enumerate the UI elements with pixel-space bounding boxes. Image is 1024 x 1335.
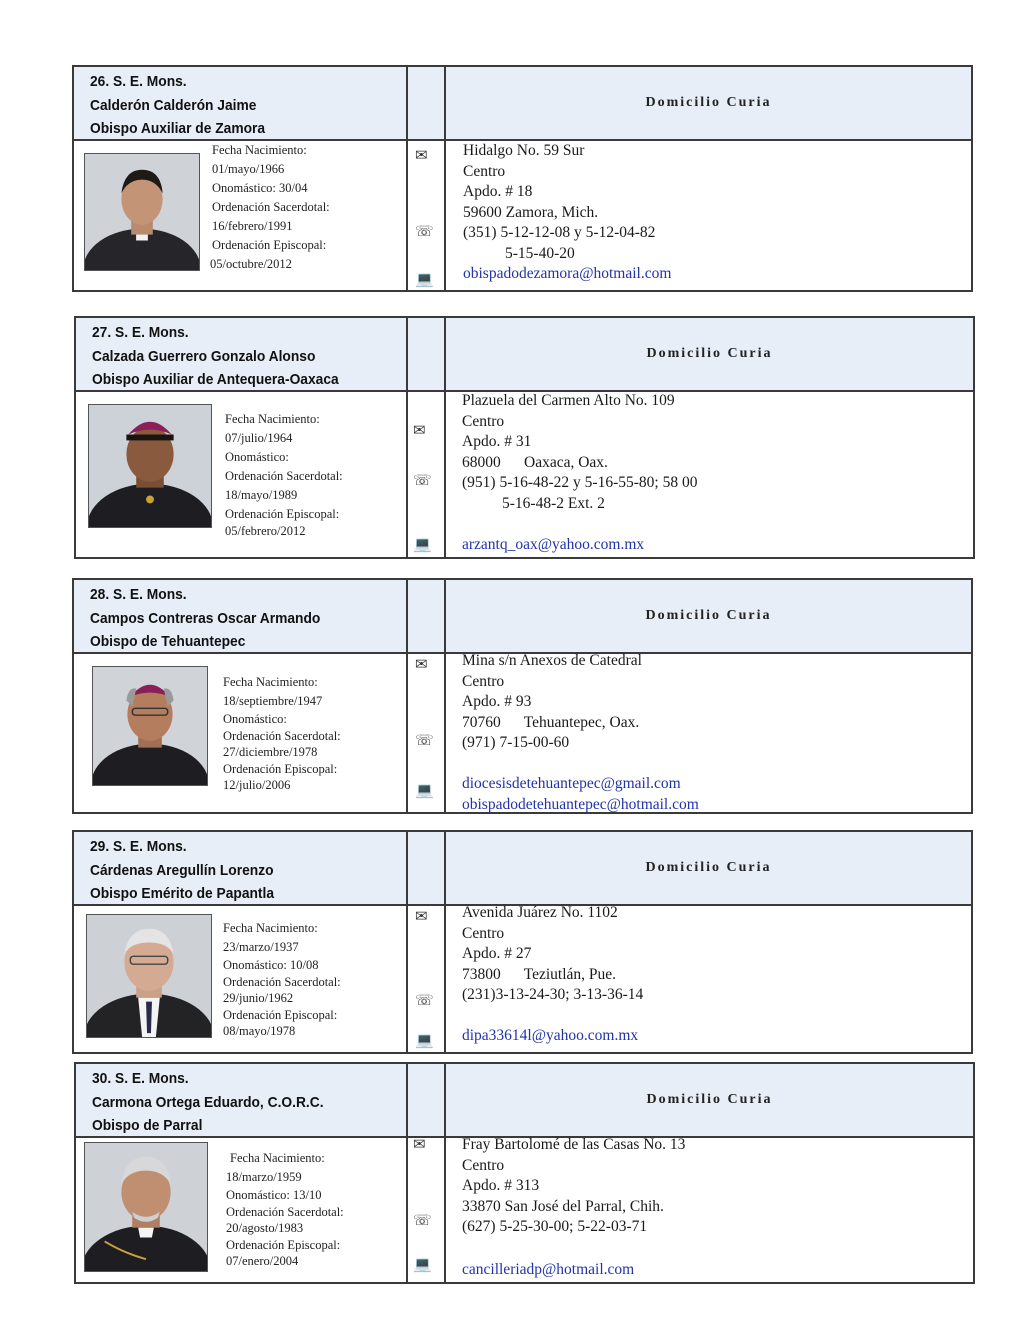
bishop-card-26	[72, 65, 973, 292]
bishop-role: Obispo Auxiliar de Antequera-Oaxaca	[92, 371, 339, 388]
bishop-photo	[88, 404, 212, 528]
bishop-name-block	[90, 70, 265, 141]
domicilio-curia-label: Domicilio Curia	[646, 346, 773, 361]
bishop-name: Campos Contreras Oscar Armando	[90, 609, 321, 627]
email-link[interactable]: obispadodetehuantepec@hotmail.com	[462, 795, 699, 813]
bishop-photo	[86, 914, 212, 1038]
computer-icon: 💻	[413, 535, 432, 553]
bishop-name-block	[90, 835, 274, 906]
dates-block: Fecha Nacimiento: 18/marzo/1959 Onomástico: 13/10 Ordenación Sacerdotal: 20/agosto/1983 Ordenación Episcopal: 07/enero/2004	[226, 1151, 344, 1268]
domicilio-curia-label: Domicilio Curia	[646, 1092, 773, 1107]
bishop-number: 28. S. E. Mons.	[90, 586, 187, 603]
bishop-role: Obispo Emérito de Papantla	[90, 885, 275, 902]
bishop-card-29	[72, 830, 973, 1054]
dates-block: Fecha Nacimiento: 01/mayo/1966 Onomástico: 30/04 Ordenación Sacerdotal: 16/febrero/1991 Ordenación Episcopal: 05/octubre/2012	[210, 143, 330, 271]
bishop-role: Obispo de Tehuantepec	[90, 633, 246, 650]
dates-block: Fecha Nacimiento: 18/septiembre/1947 Onomástico: Ordenación Sacerdotal: 27/diciembre/1978 Ordenación Episcopal: 12/julio/2006	[223, 675, 341, 792]
envelope-icon: ✉	[415, 907, 428, 925]
dates-block: Fecha Nacimiento: 07/julio/1964 Onomástico: Ordenación Sacerdotal: 18/mayo/1989 Ordenación Episcopal: 05/febrero/2012	[225, 412, 343, 538]
bishop-name: Carmona Ortega Eduardo, C.O.R.C.	[92, 1093, 324, 1111]
bishop-role: Obispo Auxiliar de Zamora	[90, 120, 266, 137]
email-link[interactable]: cancilleriadp@hotmail.com	[462, 1260, 635, 1278]
address-block: Mina s/n Anexos de Catedral Centro Apdo. # 93 70760 Tehuantepec, Oax. (971) 7-15-00-60 diocesisdetehuantepec@gmail.com obispadodetehuantepec@hotmail.com	[462, 651, 699, 815]
bishop-card-27	[74, 316, 975, 559]
bishop-number: 30. S. E. Mons.	[92, 1070, 189, 1087]
envelope-icon: ✉	[413, 1135, 426, 1153]
address-block: Plazuela del Carmen Alto No. 109 Centro Apdo. # 31 68000 Oaxaca, Oax. (951) 5-16-48-22 y 5-16-55-80; 58 00 5-16-48-2 Ext. 2 arzantq_oax@yahoo.com.mx	[462, 391, 697, 555]
address-block: Hidalgo No. 59 Sur Centro Apdo. # 18 59600 Zamora, Mich. (351) 5-12-12-08 y 5-12-04-82 5-15-40-20 obispadodezamora@hotmail.com	[463, 141, 671, 285]
address-block: Fray Bartolomé de las Casas No. 13 Centro Apdo. # 313 33870 San José del Parral, Chih. (627) 5-25-30-00; 5-22-03-71 cancilleriadp@hotmail.com	[462, 1135, 685, 1280]
address-block: Avenida Juárez No. 1102 Centro Apdo. # 27 73800 Teziutlán, Pue. (231)3-13-24-30; 3-13-36-14 dipa33614l@yahoo.com.mx	[462, 903, 643, 1047]
bishop-number: 27. S. E. Mons.	[92, 324, 189, 341]
bishop-name: Cárdenas Aregullín Lorenzo	[90, 861, 274, 879]
bishop-name-block	[90, 583, 320, 654]
computer-icon: 💻	[415, 781, 434, 799]
bishop-photo	[84, 1142, 208, 1272]
domicilio-curia-label: Domicilio Curia	[645, 95, 772, 110]
envelope-icon: ✉	[415, 655, 428, 673]
computer-icon: 💻	[413, 1255, 432, 1273]
domicilio-curia-label: Domicilio Curia	[645, 608, 772, 623]
bishop-name-block	[92, 321, 339, 392]
telephone-icon: ☏	[413, 1211, 432, 1229]
bishop-card-30	[74, 1062, 975, 1284]
telephone-icon: ☏	[415, 731, 434, 749]
email-link[interactable]: obispadodezamora@hotmail.com	[463, 265, 672, 282]
bishop-photo	[84, 153, 200, 271]
dates-block: Fecha Nacimiento: 23/marzo/1937 Onomástico: 10/08 Ordenación Sacerdotal: 29/junio/1962 Ordenación Episcopal: 08/mayo/1978	[223, 921, 341, 1038]
envelope-icon: ✉	[415, 146, 428, 164]
bishop-card-28	[72, 578, 973, 814]
bishop-number: 29. S. E. Mons.	[90, 838, 187, 855]
domicilio-curia-label: Domicilio Curia	[645, 860, 772, 875]
bishop-name: Calderón Calderón Jaime	[90, 96, 257, 114]
bishop-number: 26. S. E. Mons.	[90, 73, 187, 90]
email-link[interactable]: diocesisdetehuantepec@gmail.com	[462, 775, 681, 792]
bishop-name: Calzada Guerrero Gonzalo Alonso	[92, 347, 316, 365]
telephone-icon: ☏	[415, 991, 434, 1009]
envelope-icon: ✉	[413, 421, 426, 439]
telephone-icon: ☏	[415, 222, 434, 240]
email-link[interactable]: arzantq_oax@yahoo.com.mx	[462, 535, 645, 553]
telephone-icon: ☏	[413, 471, 432, 489]
email-link[interactable]: dipa33614l@yahoo.com.mx	[462, 1027, 639, 1044]
bishop-photo	[92, 666, 208, 786]
bishop-name-block	[92, 1067, 324, 1138]
computer-icon: 💻	[415, 1031, 434, 1049]
bishop-role: Obispo de Parral	[92, 1117, 203, 1134]
computer-icon: 💻	[415, 270, 434, 288]
